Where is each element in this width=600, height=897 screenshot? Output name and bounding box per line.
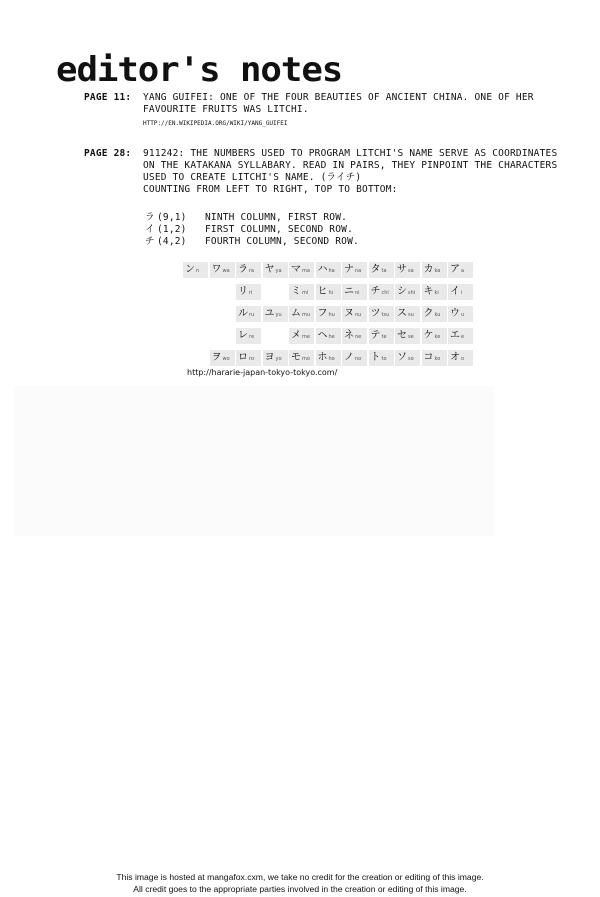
note-label: PAGE 28: — [84, 148, 132, 159]
katakana-char: イ — [450, 286, 460, 297]
katakana-romaji: ma — [302, 268, 310, 274]
katakana-char: ナ — [344, 264, 354, 275]
page-title: editor's notes — [56, 50, 343, 90]
katakana-cell — [316, 306, 341, 322]
katakana-cell — [236, 328, 261, 344]
katakana-cell — [342, 350, 367, 366]
katakana-char: ヲ — [211, 352, 222, 363]
katakana-romaji: wo — [222, 356, 230, 362]
katakana-cell — [422, 328, 447, 344]
katakana-romaji: e — [461, 334, 465, 340]
katakana-char: ニ — [344, 286, 354, 297]
mapping-desc: FIRST COLUMN, SECOND ROW. — [205, 224, 353, 235]
katakana-char: キ — [423, 286, 434, 297]
katakana-romaji: yu — [275, 312, 282, 318]
katakana-char: ヌ — [344, 308, 354, 319]
katakana-cell — [236, 284, 261, 300]
mapping-coord: (1,2) — [157, 224, 187, 235]
katakana-romaji: mi — [302, 290, 309, 296]
scan-shadow — [14, 386, 494, 536]
katakana-grid — [183, 260, 473, 370]
katakana-char: ト — [370, 352, 381, 363]
katakana-romaji: mu — [302, 312, 311, 318]
katakana-char: リ — [238, 286, 248, 297]
katakana-romaji: na — [355, 268, 362, 274]
note-line: 911242: THE NUMBERS USED TO PROGRAM LITCHI'S NAME SERVE AS COORDINATES — [143, 148, 558, 159]
katakana-char: ヒ — [317, 286, 328, 297]
katakana-romaji: o — [461, 356, 465, 362]
katakana-char: ハ — [317, 264, 328, 275]
mapping-kana: チ — [145, 236, 155, 247]
katakana-cell — [316, 262, 341, 278]
katakana-char: セ — [397, 330, 407, 341]
katakana-cell — [183, 262, 208, 278]
katakana-char: ネ — [344, 330, 354, 341]
katakana-cell — [369, 350, 394, 366]
katakana-romaji: sa — [408, 268, 414, 274]
katakana-char: コ — [423, 352, 434, 363]
katakana-romaji: re — [249, 334, 255, 340]
katakana-romaji: hi — [328, 290, 334, 296]
mapping-coord: (9,1) — [157, 212, 187, 223]
katakana-romaji: so — [408, 356, 414, 362]
katakana-char: フ — [317, 308, 328, 319]
katakana-char: ウ — [450, 308, 460, 319]
katakana-romaji: nu — [355, 312, 362, 318]
mapping-coord: (4,2) — [157, 236, 187, 247]
katakana-char: ク — [423, 308, 434, 319]
katakana-char: ユ — [264, 308, 275, 319]
note-body — [143, 92, 575, 130]
katakana-cell — [422, 262, 447, 278]
katakana-cell — [369, 306, 394, 322]
katakana-romaji: ni — [355, 290, 360, 296]
katakana-cell — [316, 284, 341, 300]
mapping-desc: FOURTH COLUMN, SECOND ROW. — [205, 236, 359, 247]
mapping-row — [145, 224, 359, 236]
kana-mapping-list — [145, 212, 359, 248]
mapping-kana: イ — [145, 224, 155, 235]
katakana-romaji: ta — [381, 268, 387, 274]
katakana-char: レ — [238, 330, 248, 341]
katakana-cell — [342, 284, 367, 300]
katakana-romaji: te — [381, 334, 387, 340]
katakana-char: ラ — [238, 264, 248, 275]
katakana-char: ル — [238, 308, 248, 319]
katakana-char: マ — [291, 264, 301, 275]
katakana-romaji: ha — [328, 268, 335, 274]
katakana-cell — [395, 306, 420, 322]
katakana-char: ホ — [317, 352, 328, 363]
katakana-cell — [342, 262, 367, 278]
katakana-char: ヨ — [264, 352, 275, 363]
katakana-row — [183, 348, 473, 370]
katakana-char: ン — [185, 264, 195, 275]
katakana-cell — [395, 284, 420, 300]
katakana-cell — [395, 262, 420, 278]
katakana-romaji: he — [328, 334, 335, 340]
katakana-romaji: ri — [249, 290, 253, 296]
katakana-romaji: ho — [328, 356, 335, 362]
katakana-char: チ — [370, 286, 381, 297]
katakana-char: カ — [423, 264, 434, 275]
katakana-char: メ — [291, 330, 301, 341]
footer-line-1: This image is hosted at mangafox.cxm, we take no credit for the creation or editing of this image. — [116, 872, 484, 882]
katakana-cell — [369, 262, 394, 278]
katakana-romaji: me — [302, 334, 310, 340]
katakana-cell — [422, 306, 447, 322]
katakana-cell — [236, 306, 261, 322]
mapping-desc: NINTH COLUMN, FIRST ROW. — [205, 212, 348, 223]
katakana-cell — [236, 262, 261, 278]
katakana-char: ヘ — [317, 330, 328, 341]
katakana-char: ロ — [238, 352, 248, 363]
katakana-cell — [369, 328, 394, 344]
katakana-cell — [289, 306, 314, 322]
katakana-char: ミ — [291, 286, 301, 297]
katakana-char: ワ — [211, 264, 222, 275]
katakana-char: ス — [397, 308, 407, 319]
katakana-romaji: ko — [434, 356, 441, 362]
katakana-cell — [395, 350, 420, 366]
katakana-cell — [448, 284, 473, 300]
katakana-romaji: n — [196, 268, 200, 274]
katakana-cell — [448, 350, 473, 366]
katakana-romaji: ku — [434, 312, 441, 318]
katakana-cell — [422, 350, 447, 366]
note-body — [143, 148, 575, 196]
mapping-row — [145, 236, 359, 248]
katakana-romaji: ya — [275, 268, 282, 274]
note-line: FAVOURITE FRUITS WAS LITCHI. — [143, 104, 309, 115]
katakana-romaji: hu — [328, 312, 335, 318]
katakana-row — [183, 282, 473, 304]
katakana-romaji: ke — [434, 334, 441, 340]
katakana-cell — [448, 328, 473, 344]
katakana-cell — [210, 262, 235, 278]
katakana-romaji: ki — [434, 290, 439, 296]
katakana-char: テ — [370, 330, 381, 341]
footer-line-2: All credit goes to the appropriate parties involved in the creation or editing of this image. — [133, 884, 467, 894]
katakana-romaji: mo — [302, 356, 310, 362]
note-line: COUNTING FROM LEFT TO RIGHT, TOP TO BOTTOM: — [143, 184, 398, 195]
katakana-cell — [448, 262, 473, 278]
katakana-char: シ — [397, 286, 407, 297]
mapping-row — [145, 212, 359, 224]
katakana-char: ケ — [423, 330, 434, 341]
katakana-romaji: a — [461, 268, 465, 274]
katakana-row — [183, 260, 473, 282]
katakana-char: オ — [450, 352, 460, 363]
katakana-cell — [369, 284, 394, 300]
katakana-romaji: ne — [355, 334, 362, 340]
katakana-romaji: ra — [249, 268, 255, 274]
katakana-cell — [289, 262, 314, 278]
katakana-romaji: tsu — [381, 312, 390, 318]
katakana-romaji: yo — [275, 356, 282, 362]
katakana-cell — [263, 350, 288, 366]
katakana-romaji: ru — [249, 312, 255, 318]
katakana-char: ノ — [344, 352, 354, 363]
katakana-cell — [236, 350, 261, 366]
katakana-cell — [316, 328, 341, 344]
katakana-char: ツ — [370, 308, 381, 319]
note-line: YANG GUIFEI: ONE OF THE FOUR BEAUTIES OF ANCIENT CHINA. ONE OF HER — [143, 92, 534, 103]
katakana-cell — [422, 284, 447, 300]
katakana-romaji: i — [461, 290, 463, 296]
katakana-romaji: ka — [434, 268, 441, 274]
katakana-cell — [263, 306, 288, 322]
katakana-row — [183, 326, 473, 348]
katakana-cell — [289, 328, 314, 344]
katakana-romaji: su — [408, 312, 414, 318]
note-line: ON THE KATAKANA SYLLABARY. READ IN PAIRS, THEY PINPOINT THE CHARACTERS — [143, 160, 558, 171]
katakana-char: ム — [291, 308, 301, 319]
katakana-char: サ — [397, 264, 407, 275]
note-line: USED TO CREATE LITCHI'S NAME. (ライチ) — [143, 172, 362, 183]
katakana-cell — [263, 262, 288, 278]
katakana-char: ソ — [397, 352, 407, 363]
katakana-char: エ — [450, 330, 460, 341]
katakana-cell — [342, 306, 367, 322]
katakana-cell — [316, 350, 341, 366]
katakana-cell — [342, 328, 367, 344]
note-link[interactable]: HTTP://EN.WIKIPEDIA.ORG/WIKI/YANG_GUIFEI — [143, 120, 288, 127]
katakana-char: モ — [291, 352, 301, 363]
note-label: PAGE 11: — [84, 92, 132, 103]
katakana-romaji: wa — [222, 268, 230, 274]
katakana-romaji: chi — [381, 290, 389, 296]
katakana-cell — [289, 284, 314, 300]
katakana-romaji: ro — [249, 356, 255, 362]
katakana-romaji: to — [381, 356, 387, 362]
grid-source-url[interactable]: http://hararie-japan-tokyo-tokyo.com/ — [187, 368, 338, 377]
katakana-char: ア — [450, 264, 460, 275]
katakana-row — [183, 304, 473, 326]
katakana-char: ヤ — [264, 264, 275, 275]
katakana-cell — [448, 306, 473, 322]
katakana-cell — [289, 350, 314, 366]
katakana-romaji: shi — [408, 290, 416, 296]
mapping-kana: ラ — [145, 212, 155, 223]
katakana-cell — [210, 350, 235, 366]
katakana-romaji: u — [461, 312, 465, 318]
katakana-romaji: se — [408, 334, 414, 340]
katakana-char: タ — [370, 264, 381, 275]
katakana-romaji: no — [355, 356, 362, 362]
katakana-cell — [395, 328, 420, 344]
